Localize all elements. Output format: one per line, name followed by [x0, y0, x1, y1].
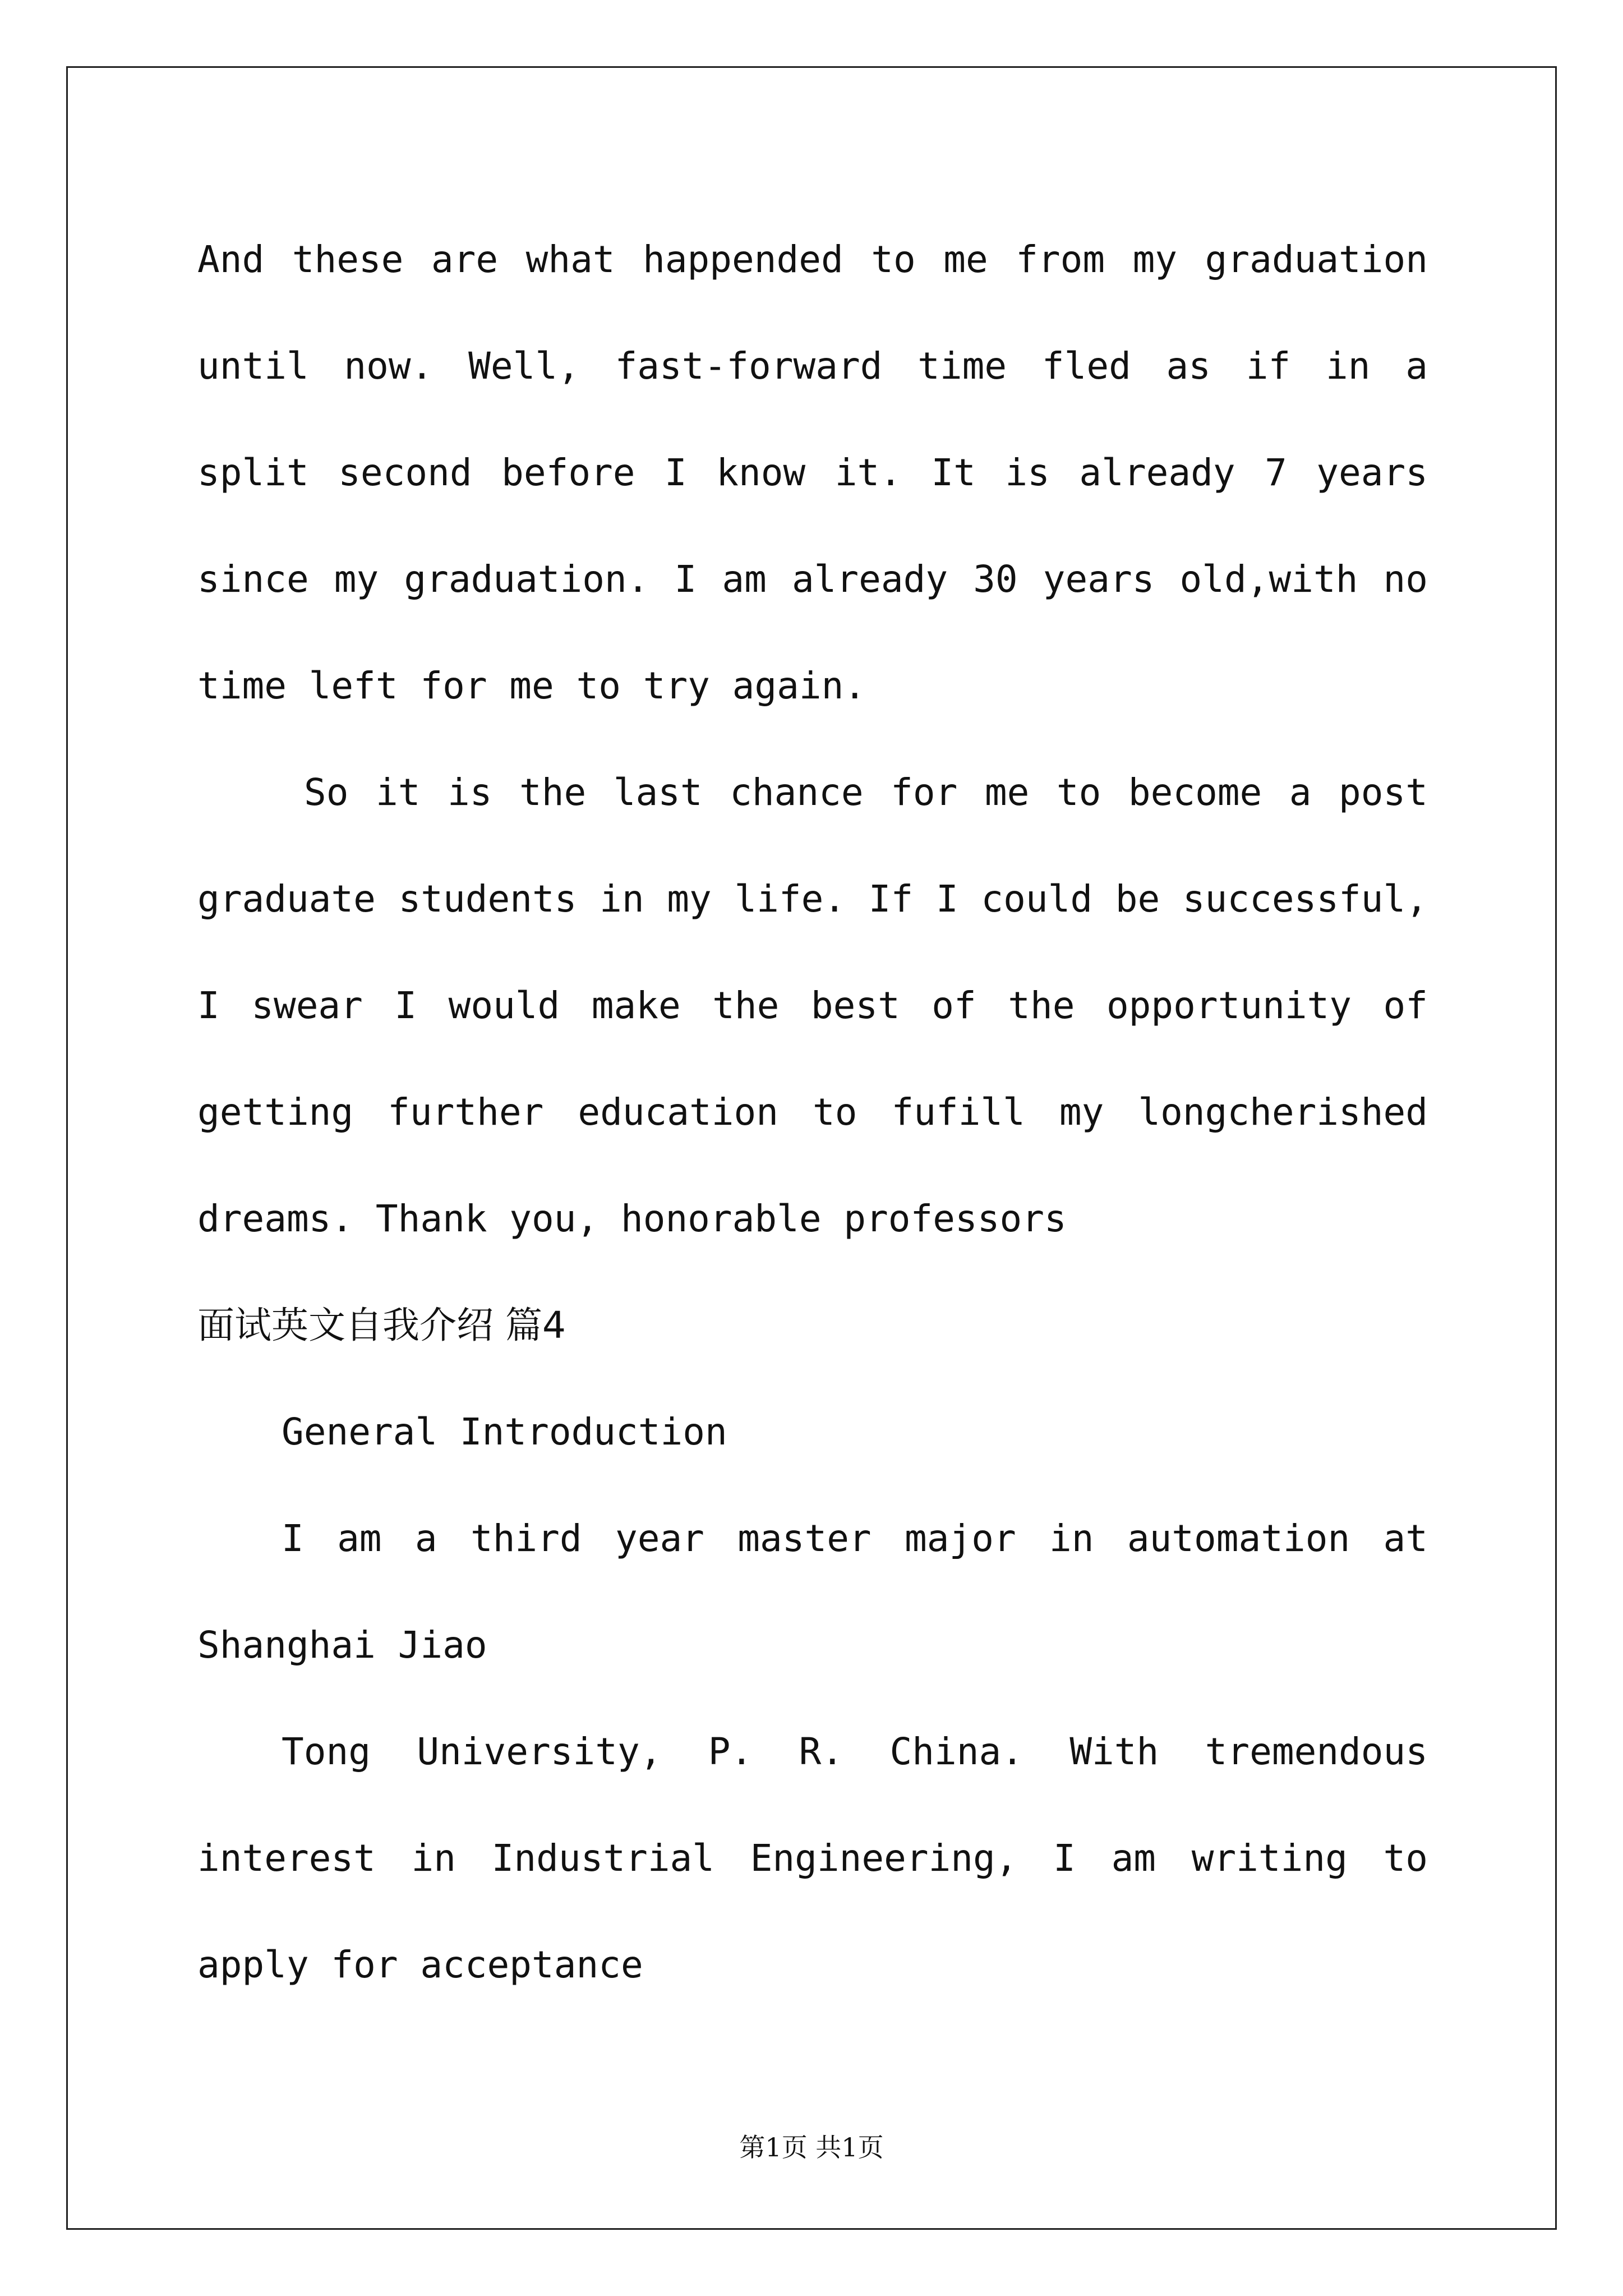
paragraph-last-chance: So it is the last chance for me to become a post graduate students in my life. If I could be successful, I swear I would make the best of the opportunity of getting further education to fufill my longcherished dreams. Thank you, honorable professors [197, 771, 1428, 1240]
section-heading: 面试英文自我介绍 篇4 [197, 1304, 566, 1347]
document-body [197, 206, 1428, 2018]
page-footer: 第1页 共1页 [739, 2132, 884, 2162]
paragraph-master-major: I am a third year master major in automation at Shanghai Jiao [197, 1517, 1428, 1667]
paragraph-tong-university: Tong University, P. R. China. With tremendous interest in Industrial Engineering, I am writing to apply for acceptance [197, 1730, 1428, 1986]
paragraph-graduation: And these are what happended to me from my graduation until now. Well, fast-forward time fled as if in a split second before I know it. It is already 7 years since my graduation. I am already 30 years old,with no time left for me to try again. [197, 238, 1428, 707]
paragraph-general-introduction: General Introduction [282, 1410, 727, 1453]
